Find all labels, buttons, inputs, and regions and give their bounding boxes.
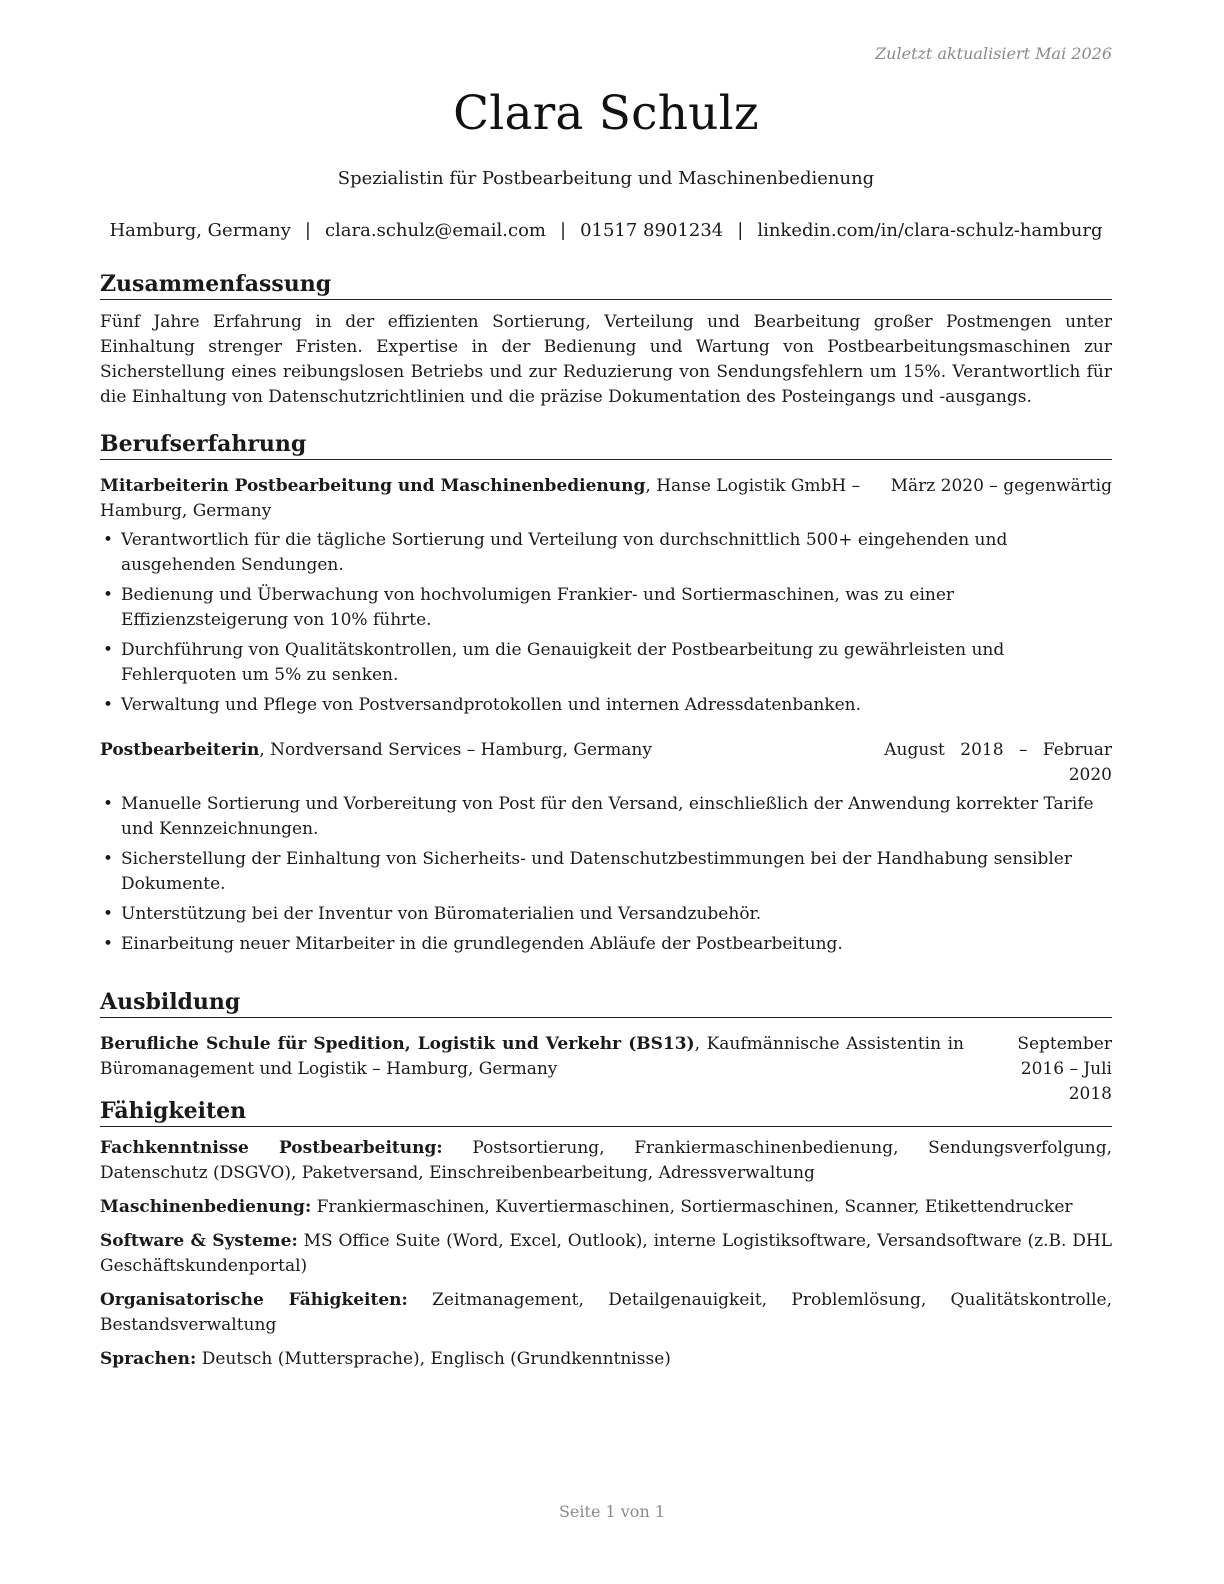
job-location: Hamburg, Germany [100, 501, 272, 521]
job-header [100, 738, 1112, 788]
section-title-skills: Fähigkeiten [100, 1097, 1112, 1127]
job-entry [100, 474, 1112, 718]
skill-label: Sprachen: [100, 1349, 197, 1369]
contact-separator: | [737, 220, 744, 241]
experience-section [100, 430, 1112, 962]
education-section [100, 988, 1112, 1107]
contact-separator: | [560, 220, 567, 241]
job-header [100, 474, 1112, 524]
contact-location: Hamburg, Germany [109, 220, 291, 241]
list-item: • Einarbeitung neuer Mitarbeiter in die grundlegenden Abläufe der Postbearbeitung. [100, 932, 1112, 957]
skill-row [100, 1288, 1112, 1338]
candidate-title: Spezialistin für Postbearbeitung und Maschinenbedienung [337, 168, 875, 189]
job-role: Mitarbeiterin Postbearbeitung und Maschinenbedienung [100, 476, 646, 496]
skill-value: Zeitmanagement, Detailgenauigkeit, Problemlösung, Qualitätskontrolle, Bestandsverwaltung [100, 1290, 1112, 1335]
skill-value: Frankiermaschinen, Kuvertiermaschinen, Sortiermaschinen, Scanner, Etikettendrucker [316, 1197, 1073, 1217]
candidate-name: Clara Schulz [453, 86, 759, 141]
job-bullets [100, 528, 1112, 718]
section-title-summary: Zusammenfassung [100, 270, 1112, 300]
section-title-experience: Berufserfahrung [100, 430, 1112, 460]
education-entry [100, 1032, 1112, 1107]
degree: , Kaufmännische Assistentin in Büromanagement und Logistik – Hamburg, Germany [100, 1034, 964, 1079]
skills-section [100, 1097, 1112, 1372]
job-dates: März 2020 – gegenwärtig [890, 476, 1112, 496]
bullet-icon: • [103, 695, 114, 715]
bullet-icon: • [103, 794, 114, 814]
contact-phone: 01517 8901234 [580, 220, 724, 241]
job-company: , Nordversand Services – Hamburg, Germany [259, 740, 652, 760]
bullet-icon: • [103, 934, 114, 954]
list-item: • Bedienung und Überwachung von hochvolumigen Frankier- und Sortiermaschinen, was zu einer Effizienzsteigerung von 10% führte. [103, 585, 955, 630]
bullet-icon: • [103, 849, 114, 869]
skill-label: Software & Systeme: [100, 1231, 298, 1251]
list-item: • Durchführung von Qualitätskontrollen, um die Genauigkeit der Postbearbeitung zu gewährleisten und Fehlerquoten um 5% zu senken. [103, 640, 1005, 685]
bullet-icon: • [103, 530, 114, 550]
list-item: • Unterstützung bei der Inventur von Büromaterialien und Versandzubehör. [100, 902, 1112, 927]
job-role: Postbearbeiterin [100, 740, 260, 760]
skill-row [100, 1136, 1112, 1186]
job-company: , Hanse Logistik GmbH – [645, 476, 861, 496]
list-item: • Verantwortlich für die tägliche Sortierung und Verteilung von durchschnittlich 500+ eingehenden und ausgehenden Sendungen. [103, 530, 1008, 575]
skill-row [100, 1347, 1112, 1372]
list-item: • Sicherstellung der Einhaltung von Sicherheits- und Datenschutzbestimmungen bei der Handhabung sensibler Dokumente. [103, 849, 1072, 894]
skill-value: Postsortierung, Frankiermaschinenbedienung, Sendungsverfolgung, Datenschutz (DSGVO), Paketversand, Einschreibenbearbeitung, Adressverwaltung [100, 1138, 1113, 1183]
summary-section [100, 270, 1112, 410]
contact-email[interactable]: clara.schulz@email.com [324, 220, 546, 241]
page-number: Seite 1 von 1 [558, 1502, 666, 1521]
bullet-icon: • [103, 904, 114, 924]
job-entry [100, 738, 1112, 957]
list-item: • Manuelle Sortierung und Vorbereitung von Post für den Versand, einschließlich der Anwendung korrekter Tarife und Kennzeichnungen. [103, 794, 1094, 839]
section-title-education: Ausbildung [100, 988, 1112, 1018]
job-dates: August 2018 – Februar 2020 [884, 740, 1112, 785]
skill-label: Organisatorische Fähigkeiten: [100, 1290, 408, 1310]
skill-value: Deutsch (Muttersprache), Englisch (Grundkenntnisse) [201, 1349, 671, 1369]
contact-line [100, 220, 1112, 241]
skill-row [100, 1195, 1112, 1220]
school-name: Berufliche Schule für Spedition, Logistik und Verkehr (BS13) [100, 1034, 695, 1054]
skill-value: MS Office Suite (Word, Excel, Outlook), interne Logistiksoftware, Versandsoftware (z.B. DHL Geschäftskundenportal) [100, 1231, 1113, 1276]
skill-label: Fachkenntnisse Postbearbeitung: [100, 1138, 443, 1158]
job-bullets [100, 792, 1112, 957]
last-updated: Zuletzt aktualisiert Mai 2026 [875, 44, 1112, 63]
skill-row [100, 1229, 1112, 1279]
bullet-icon: • [103, 640, 114, 660]
summary-text: Fünf Jahre Erfahrung in der effizienten Sortierung, Verteilung und Bearbeitung großer Postmengen unter Einhaltung strenger Fristen. Expertise in der Bedienung und Wartung von Postbearbeitungsmaschinen zur Sicherstellung eines reibungslosen Betriebs und zur Reduzierung von Sendungsfehlern um 15%. Verantwortlich für die Einhaltung von Datenschutzrichtlinien und die präzise Dokumentation des Posteingangs und -ausgangs. [100, 312, 1112, 407]
list-item: • Verwaltung und Pflege von Postversandprotokollen und internen Adressdatenbanken. [100, 693, 1112, 718]
contact-linkedin[interactable]: linkedin.com/in/clara-schulz-hamburg [757, 220, 1103, 241]
skill-label: Maschinenbedienung: [100, 1197, 312, 1217]
contact-separator: | [304, 220, 311, 241]
bullet-icon: • [103, 585, 114, 605]
education-dates: September 2016 – Juli 2018 [1017, 1034, 1112, 1104]
